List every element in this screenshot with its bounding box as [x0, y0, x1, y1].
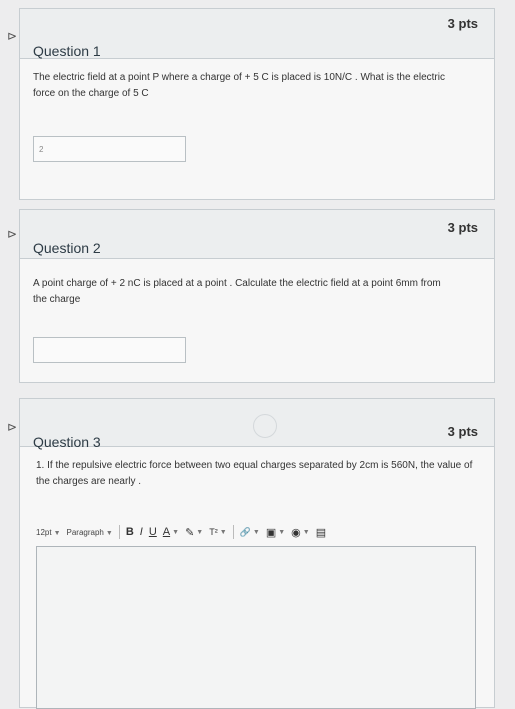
highlight-icon: ✎ — [185, 526, 195, 539]
chevron-down-icon: ▼ — [252, 528, 260, 536]
question-title: Question 1 — [33, 42, 101, 59]
question-header — [7, 399, 494, 450]
superscript-icon: T² — [209, 527, 218, 537]
chevron-down-icon: ▼ — [196, 528, 204, 536]
flag-icon[interactable]: ⊳ — [7, 29, 18, 43]
question-points: 3 pts — [447, 16, 478, 31]
question-text: A point charge of + 2 nC is placed at a point . Calculate the electric field at a point 6mm from the charge — [33, 278, 441, 305]
image-button[interactable] — [266, 526, 285, 539]
chevron-down-icon: ▼ — [105, 529, 113, 537]
question-header — [7, 9, 494, 59]
question-points: 3 pts — [447, 220, 478, 235]
media-button[interactable] — [291, 526, 310, 539]
image-icon: ▣ — [265, 526, 277, 539]
question-points: 3 pts — [447, 424, 478, 439]
media-icon: ◉ — [291, 526, 301, 539]
chevron-down-icon: ▼ — [219, 528, 227, 536]
block-format-label: Paragraph — [66, 527, 104, 537]
question-title: Question 2 — [33, 239, 101, 256]
question-card-3 — [7, 398, 495, 708]
text-color-icon: A — [162, 526, 171, 538]
underline-button[interactable]: U — [148, 526, 157, 538]
link-button[interactable] — [240, 527, 260, 538]
flag-icon[interactable]: ⊳ — [7, 227, 18, 241]
question-title: Question 3 — [33, 433, 101, 450]
font-size-select[interactable] — [36, 528, 61, 537]
question-card-1 — [7, 8, 495, 200]
chevron-down-icon: ▼ — [53, 529, 61, 537]
answer-input[interactable]: 2 — [33, 136, 186, 162]
question-text: 1. If the repulsive electric force between two equal charges separated by 2cm is 560N, the value of the charges are nearly . — [36, 460, 473, 487]
font-size-label: 12pt — [36, 527, 52, 537]
italic-button[interactable]: I — [139, 526, 143, 538]
answer-editor[interactable] — [36, 546, 476, 709]
flag-icon[interactable]: ⊳ — [7, 420, 18, 434]
toolbar-divider — [119, 525, 120, 539]
chevron-down-icon: ▼ — [302, 528, 310, 536]
question-text: The electric field at a point P where a charge of + 5 C is placed is 10N/C . What is the electric force on the charge of 5 C — [33, 72, 445, 99]
question-header — [7, 210, 494, 259]
block-format-select[interactable] — [67, 528, 113, 537]
answer-input[interactable] — [33, 337, 186, 363]
bold-button[interactable]: B — [125, 526, 134, 538]
more-button[interactable]: ▤ — [315, 526, 327, 539]
highlight-button[interactable] — [185, 526, 203, 539]
chevron-down-icon: ▼ — [278, 528, 286, 536]
superscript-button[interactable] — [209, 527, 226, 537]
rich-text-toolbar — [36, 522, 476, 542]
text-color-button[interactable] — [163, 526, 179, 538]
loading-circle-icon — [253, 414, 277, 438]
toolbar-divider — [233, 525, 234, 539]
question-card-2 — [7, 209, 495, 383]
link-icon: 🔗 — [239, 526, 251, 537]
chevron-down-icon: ▼ — [172, 528, 180, 536]
